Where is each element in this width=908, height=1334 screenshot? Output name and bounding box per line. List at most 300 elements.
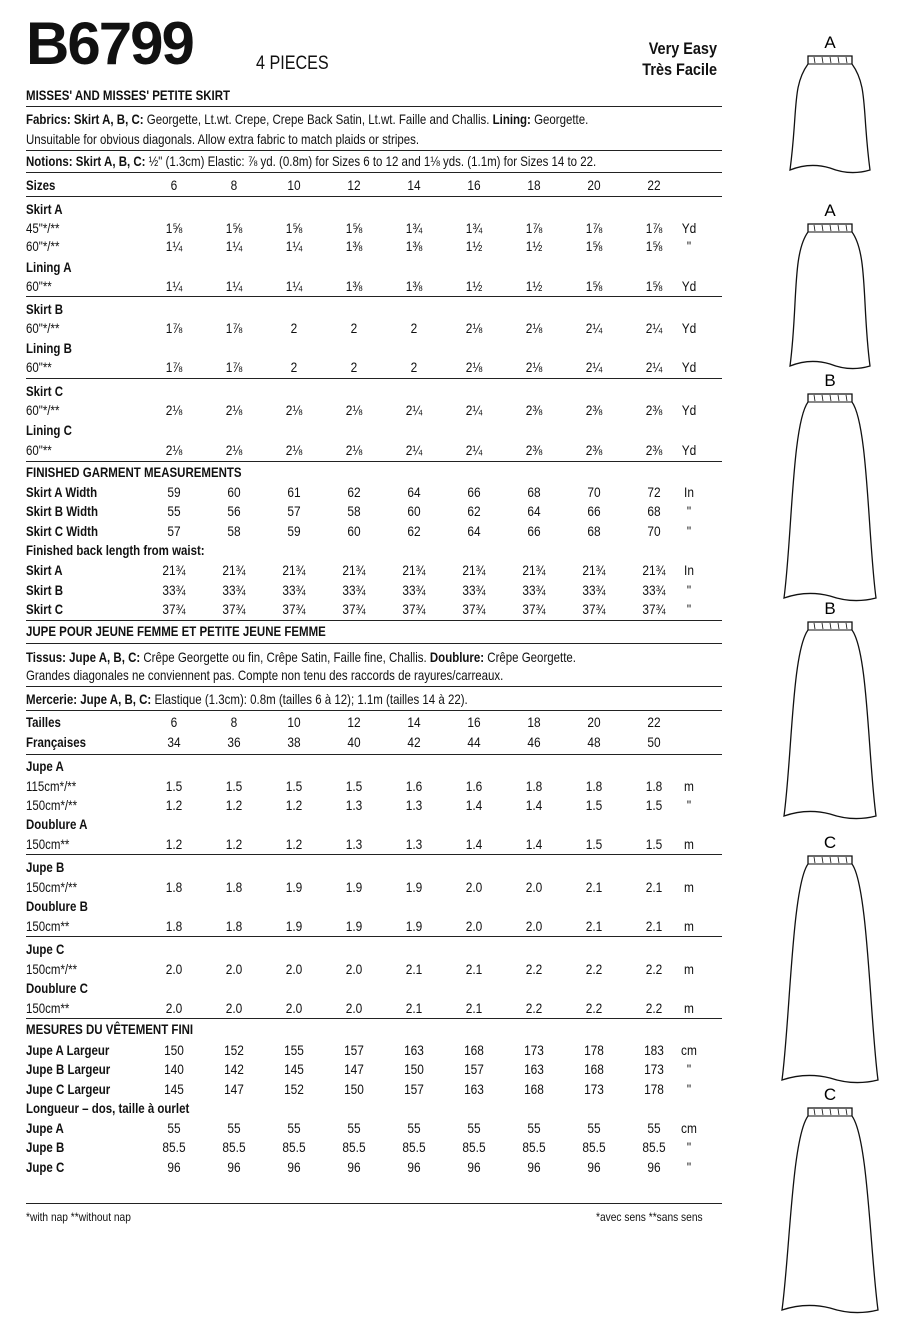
cell-value: 34 <box>167 734 181 750</box>
cell-value: 1.3 <box>345 797 363 813</box>
cell-value: 55 <box>287 1120 301 1136</box>
cell-value: 96 <box>227 1159 241 1175</box>
cell-value: 96 <box>167 1159 181 1175</box>
text-fragment: Lining: <box>492 111 531 127</box>
table-row <box>26 712 722 732</box>
cell-value: 18 <box>527 177 541 193</box>
table-row <box>26 599 722 619</box>
cell-value: 163 <box>404 1042 424 1058</box>
cell-value: 1⅝ <box>585 278 603 294</box>
cell-value: 2¼ <box>465 442 483 458</box>
cell-value: 8 <box>230 177 238 193</box>
cell-value: 2 <box>410 320 418 336</box>
cell-value: 1.8 <box>165 918 183 934</box>
cell-value: 2¼ <box>645 359 663 375</box>
footnote-en: *with nap **without nap <box>26 1210 131 1224</box>
unit-label: Yd <box>681 220 697 236</box>
cell-value: 168 <box>584 1061 604 1077</box>
cell-value: 1⅜ <box>405 238 423 254</box>
cell-value: 10 <box>287 714 301 730</box>
cell-value: 2 <box>290 359 298 375</box>
row-label: 150cm** <box>26 1000 70 1016</box>
divider <box>26 754 722 755</box>
cell-value: 147 <box>344 1061 364 1077</box>
text-fragment: Crêpe Georgette ou fin, Crêpe Satin, Faille fine, Challis. <box>140 649 430 665</box>
cell-value: 2.2 <box>585 1000 603 1016</box>
row-label: 150cm*/** <box>26 961 78 977</box>
cell-value: 2¼ <box>585 359 603 375</box>
cell-value: 163 <box>464 1081 484 1097</box>
footnote-fr: *avec sens **sans sens <box>596 1210 703 1224</box>
cell-value: 1.8 <box>585 778 603 794</box>
cell-value: 2.0 <box>165 1000 183 1016</box>
cell-value: 96 <box>587 1159 601 1175</box>
cell-value: 1.4 <box>525 836 543 852</box>
row-label: Jupe C <box>26 1159 65 1175</box>
cell-value: 55 <box>647 1120 661 1136</box>
table-row <box>26 998 722 1018</box>
cell-value: 2.2 <box>645 961 663 977</box>
cell-value: 2.1 <box>645 879 663 895</box>
table-row <box>26 299 722 319</box>
divider <box>26 1203 722 1204</box>
table-row <box>26 276 722 296</box>
cell-value: 55 <box>167 1120 181 1136</box>
cell-value: 2.2 <box>585 961 603 977</box>
elastic-gather <box>822 395 823 401</box>
cell-value: 2⅛ <box>225 402 243 418</box>
table-row <box>26 199 722 219</box>
cell-value: 68 <box>647 503 661 519</box>
cell-value: 42 <box>407 734 421 750</box>
cell-value: 6 <box>170 714 178 730</box>
cell-value: 1⅞ <box>585 220 603 236</box>
table-row <box>26 939 722 959</box>
cell-value: 2.0 <box>225 1000 243 1016</box>
unit-label: " <box>686 238 692 254</box>
cell-value: 70 <box>587 484 601 500</box>
cell-value: 37¾ <box>642 601 666 617</box>
row-label: Skirt B Width <box>26 503 98 519</box>
cell-value: 2.1 <box>405 1000 423 1016</box>
row-label: 45"*/** <box>26 220 60 236</box>
cell-value: 1⅝ <box>645 278 663 294</box>
cell-value: 2¼ <box>465 402 483 418</box>
difficulty-en: Very Easy <box>648 39 717 58</box>
text-fragment: Georgette. <box>530 111 589 127</box>
row-label: Jupe B <box>26 1139 65 1155</box>
cell-value: 1¼ <box>285 278 303 294</box>
table-row <box>26 814 722 834</box>
view-letter: C <box>823 1085 837 1104</box>
cell-value: 22 <box>647 177 661 193</box>
cell-value: 1.4 <box>465 836 483 852</box>
cell-value: 1.5 <box>345 778 363 794</box>
table-row <box>26 1040 722 1060</box>
elastic-gather <box>814 857 815 863</box>
cell-value: 1.6 <box>465 778 483 794</box>
view-letter: B <box>824 599 836 618</box>
cell-value: 2.2 <box>645 1000 663 1016</box>
row-label: Jupe B <box>26 859 65 875</box>
cell-value: 2.1 <box>585 918 603 934</box>
cell-value: 33¾ <box>162 582 186 598</box>
cell-value: 55 <box>527 1120 541 1136</box>
cell-value: 1.4 <box>465 797 483 813</box>
text-line <box>26 648 576 666</box>
cell-value: 2.1 <box>465 1000 483 1016</box>
unit-label: " <box>686 1159 692 1175</box>
unit-label: In <box>684 562 694 578</box>
cell-value: 58 <box>227 523 241 539</box>
cell-value: 18 <box>527 714 541 730</box>
unit-label: m <box>684 918 694 934</box>
cell-value: 1⅝ <box>285 220 303 236</box>
cell-value: 2.2 <box>525 961 543 977</box>
row-label: Skirt C <box>26 383 64 399</box>
row-label: Jupe C <box>26 941 65 957</box>
cell-value: 96 <box>527 1159 541 1175</box>
cell-value: 140 <box>164 1061 184 1077</box>
cell-value: 14 <box>407 714 421 730</box>
elastic-gather <box>814 57 815 63</box>
cell-value: 2⅜ <box>585 442 603 458</box>
unit-label: In <box>684 484 694 500</box>
text-line <box>26 1020 193 1038</box>
text-fragment: Georgette, Lt.wt. Crepe, Crepe Back Satin, Lt.wt. Faille and Challis. <box>143 111 493 127</box>
skirt-sketch <box>790 224 870 369</box>
cell-value: 21¾ <box>642 562 666 578</box>
cell-value: 1.6 <box>405 778 423 794</box>
text-line <box>26 86 230 104</box>
cell-value: 2.0 <box>285 1000 303 1016</box>
cell-value: 178 <box>644 1081 664 1097</box>
cell-value: 2⅛ <box>525 359 543 375</box>
row-label: Sizes <box>26 177 56 193</box>
cell-value: 1.4 <box>525 797 543 813</box>
cell-value: 2.0 <box>345 1000 363 1016</box>
cell-value: 1.2 <box>225 836 243 852</box>
cell-value: 1½ <box>525 238 543 254</box>
cell-value: 16 <box>467 177 481 193</box>
unit-label: " <box>686 797 692 813</box>
table-row <box>26 318 722 338</box>
text-line <box>26 130 419 148</box>
cell-value: 85.5 <box>222 1139 246 1155</box>
row-label: Lining B <box>26 340 72 356</box>
notions-en <box>26 152 722 170</box>
text-fragment: Elastique (1.3cm): 0.8m (tailles 6 à 12); 1.1m (tailles 14 à 22). <box>151 691 468 707</box>
cell-value: 1⅝ <box>225 220 243 236</box>
cell-value: 2¼ <box>645 320 663 336</box>
text-line <box>26 622 326 640</box>
text-line <box>26 690 468 708</box>
cell-value: 70 <box>647 523 661 539</box>
row-label: Doublure B <box>26 898 88 914</box>
table-row <box>26 338 722 358</box>
table-row <box>26 756 722 776</box>
unit-label: Yd <box>681 402 697 418</box>
cell-value: 59 <box>287 523 301 539</box>
table-row <box>26 877 722 897</box>
table-row <box>26 501 722 521</box>
row-label: 60"*/** <box>26 402 60 418</box>
table-row <box>26 357 722 377</box>
table-row <box>26 1118 722 1138</box>
text-line <box>26 152 596 170</box>
cell-value: 55 <box>407 1120 421 1136</box>
cell-value: 2⅛ <box>465 359 483 375</box>
cell-value: 37¾ <box>282 601 306 617</box>
cell-value: 33¾ <box>222 582 246 598</box>
cell-value: 2.0 <box>165 961 183 977</box>
cell-value: 21¾ <box>582 562 606 578</box>
text-fragment: Longueur – dos, taille à ourlet <box>26 1100 190 1116</box>
cell-value: 20 <box>587 714 601 730</box>
cell-value: 1.3 <box>345 836 363 852</box>
cell-value: 1⅞ <box>525 220 543 236</box>
cell-value: 55 <box>467 1120 481 1136</box>
cell-value: 2 <box>350 359 358 375</box>
cell-value: 2⅜ <box>645 442 663 458</box>
divider <box>26 296 722 297</box>
row-label: Jupe A <box>26 1120 64 1136</box>
cell-value: 85.5 <box>402 1139 426 1155</box>
skirt-sketch <box>790 56 870 173</box>
unit-label: m <box>684 1000 694 1016</box>
table-row <box>26 482 722 502</box>
row-label: Skirt A <box>26 562 63 578</box>
cell-value: 1⅝ <box>165 220 183 236</box>
text-line <box>26 1099 189 1117</box>
table-row <box>26 857 722 877</box>
elastic-gather <box>814 395 815 401</box>
elastic-gather <box>846 225 847 231</box>
elastic-gather <box>814 623 815 629</box>
cell-value: 1.8 <box>645 778 663 794</box>
text-line <box>26 666 503 684</box>
elastic-gather <box>838 225 839 231</box>
cell-value: 1.8 <box>225 918 243 934</box>
cell-value: 38 <box>287 734 301 750</box>
cell-value: 46 <box>527 734 541 750</box>
table-row <box>26 236 722 256</box>
cell-value: 64 <box>527 503 541 519</box>
cell-value: 2⅛ <box>465 320 483 336</box>
table-row <box>26 1059 722 1079</box>
cell-value: 155 <box>284 1042 304 1058</box>
cell-value: 68 <box>587 523 601 539</box>
elastic-gather <box>830 1109 831 1115</box>
skirt-sketch <box>784 394 876 601</box>
finished-fr <box>26 1020 722 1038</box>
cell-value: 85.5 <box>582 1139 606 1155</box>
elastic-gather <box>830 857 831 863</box>
cell-value: 85.5 <box>642 1139 666 1155</box>
unit-label: " <box>686 582 692 598</box>
cell-value: 2.0 <box>225 961 243 977</box>
cell-value: 2⅛ <box>345 402 363 418</box>
text-fragment: Doublure: <box>429 649 485 665</box>
cell-value: 2⅛ <box>285 442 303 458</box>
unit-label: " <box>686 503 692 519</box>
view-letter: C <box>823 833 837 852</box>
cell-value: 21¾ <box>342 562 366 578</box>
title-fr: JUPE POUR JEUNE FEMME ET PETITE JEUNE FEMME <box>26 623 326 639</box>
cell-value: 1⅞ <box>165 320 183 336</box>
elastic-gather <box>830 395 831 401</box>
finished-en-heading: FINISHED GARMENT MEASUREMENTS <box>26 464 242 480</box>
row-label: Skirt C Width <box>26 523 98 539</box>
cell-value: 147 <box>224 1081 244 1097</box>
cell-value: 1¾ <box>405 220 423 236</box>
cell-value: 96 <box>467 1159 481 1175</box>
cell-value: 2⅜ <box>525 402 543 418</box>
cell-value: 96 <box>647 1159 661 1175</box>
table-row <box>26 381 722 401</box>
cell-value: 85.5 <box>282 1139 306 1155</box>
cell-value: 1.5 <box>285 778 303 794</box>
cell-value: 2.1 <box>645 918 663 934</box>
cell-value: 1⅝ <box>585 238 603 254</box>
cell-value: 64 <box>467 523 481 539</box>
divider <box>26 378 722 379</box>
length-en <box>26 541 722 559</box>
text-line <box>26 541 205 559</box>
cell-value: 1.2 <box>225 797 243 813</box>
view-letter: B <box>824 371 836 390</box>
cell-value: 1.5 <box>645 836 663 852</box>
divider <box>26 172 722 173</box>
elastic-gather <box>822 857 823 863</box>
cell-value: 50 <box>647 734 661 750</box>
cell-value: 152 <box>284 1081 304 1097</box>
table-row <box>26 959 722 979</box>
row-label: 60"** <box>26 442 52 458</box>
cell-value: 66 <box>527 523 541 539</box>
cell-value: 1.2 <box>285 797 303 813</box>
cell-value: 66 <box>467 484 481 500</box>
unit-label: " <box>686 1081 692 1097</box>
cell-value: 2 <box>350 320 358 336</box>
unit-label: " <box>686 601 692 617</box>
cell-value: 2.0 <box>345 961 363 977</box>
cell-value: 37¾ <box>522 601 546 617</box>
cell-value: 183 <box>644 1042 664 1058</box>
cell-value: 21¾ <box>522 562 546 578</box>
cell-value: 150 <box>164 1042 184 1058</box>
cell-value: 62 <box>467 503 481 519</box>
cell-value: 56 <box>227 503 241 519</box>
cell-value: 150 <box>404 1061 424 1077</box>
text-fragment: ½" (1.3cm) Elastic: ⅞ yd. (0.8m) for Sizes 6 to 12 and 1⅛ yds. (1.1m) for Sizes 14 to 22. <box>145 153 597 169</box>
cell-value: 1⅝ <box>645 238 663 254</box>
cell-value: 55 <box>227 1120 241 1136</box>
cell-value: 157 <box>404 1081 424 1097</box>
cell-value: 55 <box>347 1120 361 1136</box>
text-line <box>26 463 242 481</box>
cell-value: 14 <box>407 177 421 193</box>
table-row <box>26 978 722 998</box>
cell-value: 1.9 <box>405 879 423 895</box>
notions-fr <box>26 690 722 708</box>
elastic-gather <box>846 857 847 863</box>
cell-value: 1⅞ <box>225 320 243 336</box>
cell-value: 2.0 <box>465 918 483 934</box>
cell-value: 1⅜ <box>345 278 363 294</box>
cell-value: 1¼ <box>285 238 303 254</box>
cell-value: 85.5 <box>162 1139 186 1155</box>
cell-value: 40 <box>347 734 361 750</box>
cell-value: 145 <box>164 1081 184 1097</box>
cell-value: 37¾ <box>402 601 426 617</box>
cell-value: 2⅛ <box>165 442 183 458</box>
cell-value: 37¾ <box>342 601 366 617</box>
text-fragment: Fabrics: Skirt A, B, C: <box>26 111 144 127</box>
table-row <box>26 218 722 238</box>
text-fragment: Grandes diagonales ne conviennent pas. Compte non tenu des raccords de rayures/carreaux. <box>26 667 504 683</box>
text-fragment: Unsuitable for obvious diagonals. Allow extra fabric to match plaids or stripes. <box>26 131 420 147</box>
cell-value: 1.9 <box>285 879 303 895</box>
cell-value: 1¼ <box>165 278 183 294</box>
cell-value: 16 <box>467 714 481 730</box>
elastic-gather <box>822 1109 823 1115</box>
table-row <box>26 580 722 600</box>
cell-value: 21¾ <box>222 562 246 578</box>
cell-value: 96 <box>347 1159 361 1175</box>
cell-value: 1.8 <box>525 778 543 794</box>
cell-value: 2.0 <box>465 879 483 895</box>
cell-value: 2.1 <box>585 879 603 895</box>
table-row <box>26 560 722 580</box>
row-label: Tailles <box>26 714 61 730</box>
cell-value: 21¾ <box>462 562 486 578</box>
cell-value: 20 <box>587 177 601 193</box>
unit-label: " <box>686 523 692 539</box>
length-fr <box>26 1099 722 1117</box>
cell-value: 96 <box>407 1159 421 1175</box>
cell-value: 1.9 <box>345 879 363 895</box>
table-row <box>26 732 722 752</box>
text-fragment: Tissus: Jupe A, B, C: <box>26 649 141 665</box>
cell-value: 1⅝ <box>345 220 363 236</box>
cell-value: 8 <box>230 714 238 730</box>
row-label: Lining C <box>26 422 72 438</box>
unit-label: m <box>684 961 694 977</box>
cell-value: 60 <box>227 484 241 500</box>
cell-value: 163 <box>524 1061 544 1077</box>
row-label: 115cm*/** <box>26 778 77 794</box>
cell-value: 66 <box>587 503 601 519</box>
cell-value: 2¼ <box>405 402 423 418</box>
row-label: Jupe C Largeur <box>26 1081 111 1097</box>
elastic-gather <box>838 57 839 63</box>
table-row <box>26 795 722 815</box>
cell-value: 1½ <box>525 278 543 294</box>
cell-value: 178 <box>584 1042 604 1058</box>
row-label: Doublure C <box>26 980 88 996</box>
table-row <box>26 440 722 460</box>
table-row <box>26 1137 722 1157</box>
row-label: Skirt A Width <box>26 484 98 500</box>
cell-value: 1⅜ <box>405 278 423 294</box>
divider <box>26 620 722 621</box>
skirt-sketch <box>782 856 878 1083</box>
fabrics-en <box>26 110 722 128</box>
cell-value: 1⅞ <box>645 220 663 236</box>
cell-value: 1.9 <box>405 918 423 934</box>
cell-value: 33¾ <box>582 582 606 598</box>
